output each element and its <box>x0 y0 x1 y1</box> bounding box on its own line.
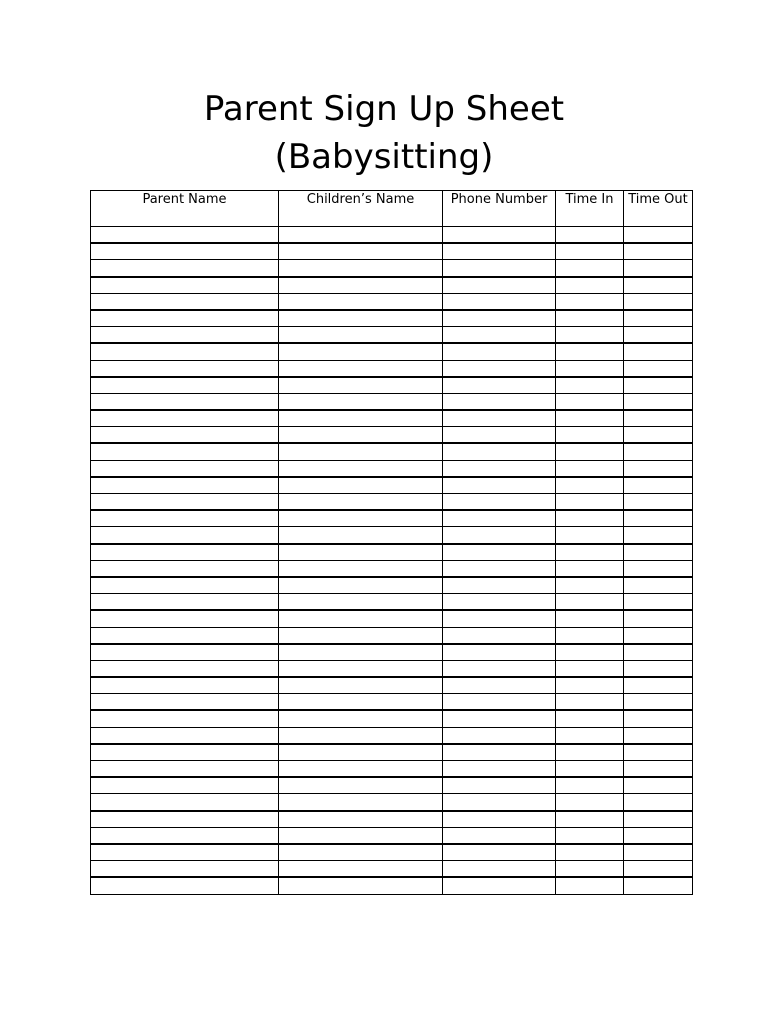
time-out-cell[interactable] <box>624 243 693 260</box>
time-in-cell[interactable] <box>556 827 624 844</box>
parent-name-cell[interactable] <box>91 310 279 327</box>
childrens-name-cell[interactable] <box>279 694 443 711</box>
parent-name-cell[interactable] <box>91 610 279 627</box>
childrens-name-cell[interactable] <box>279 761 443 778</box>
time-out-cell[interactable] <box>624 560 693 577</box>
phone-number-cell[interactable] <box>443 594 556 611</box>
phone-number-cell[interactable] <box>443 343 556 360</box>
parent-name-cell[interactable] <box>91 494 279 511</box>
childrens-name-cell[interactable] <box>279 310 443 327</box>
phone-number-cell[interactable] <box>443 527 556 544</box>
time-out-cell[interactable] <box>624 677 693 694</box>
time-in-cell[interactable] <box>556 744 624 761</box>
phone-number-cell[interactable] <box>443 727 556 744</box>
table-row <box>91 827 693 844</box>
time-in-cell[interactable] <box>556 393 624 410</box>
table-row <box>91 577 693 594</box>
phone-number-cell[interactable] <box>443 544 556 561</box>
phone-number-cell[interactable] <box>443 510 556 527</box>
phone-number-cell[interactable] <box>443 861 556 878</box>
table-row <box>91 377 693 394</box>
table-row <box>91 610 693 627</box>
parent-name-cell[interactable] <box>91 427 279 444</box>
parent-name-cell[interactable] <box>91 393 279 410</box>
time-out-cell[interactable] <box>624 844 693 861</box>
phone-number-cell[interactable] <box>443 677 556 694</box>
childrens-name-cell[interactable] <box>279 510 443 527</box>
phone-number-cell[interactable] <box>443 644 556 661</box>
table-row <box>91 527 693 544</box>
time-in-cell[interactable] <box>556 761 624 778</box>
table-row <box>91 360 693 377</box>
time-out-cell[interactable] <box>624 627 693 644</box>
childrens-name-cell[interactable] <box>279 293 443 310</box>
phone-number-cell[interactable] <box>443 577 556 594</box>
table-body <box>91 227 693 895</box>
phone-number-cell[interactable] <box>443 877 556 894</box>
parent-name-cell[interactable] <box>91 527 279 544</box>
column-header-time-in: Time In <box>556 191 624 227</box>
time-in-cell[interactable] <box>556 660 624 677</box>
table-row <box>91 844 693 861</box>
phone-number-cell[interactable] <box>443 327 556 344</box>
time-in-cell[interactable] <box>556 644 624 661</box>
parent-name-cell[interactable] <box>91 577 279 594</box>
time-in-cell[interactable] <box>556 443 624 460</box>
table-header-row <box>91 191 693 227</box>
table-row <box>91 327 693 344</box>
parent-name-cell[interactable] <box>91 594 279 611</box>
childrens-name-cell[interactable] <box>279 443 443 460</box>
childrens-name-cell[interactable] <box>279 260 443 277</box>
table-row <box>91 794 693 811</box>
parent-name-cell[interactable] <box>91 861 279 878</box>
time-out-cell[interactable] <box>624 544 693 561</box>
table-row <box>91 660 693 677</box>
childrens-name-cell[interactable] <box>279 427 443 444</box>
time-out-cell[interactable] <box>624 460 693 477</box>
parent-name-cell[interactable] <box>91 327 279 344</box>
table-row <box>91 761 693 778</box>
time-in-cell[interactable] <box>556 460 624 477</box>
time-out-cell[interactable] <box>624 427 693 444</box>
phone-number-cell[interactable] <box>443 694 556 711</box>
phone-number-cell[interactable] <box>443 277 556 294</box>
phone-number-cell[interactable] <box>443 377 556 394</box>
time-in-cell[interactable] <box>556 861 624 878</box>
table-row <box>91 227 693 244</box>
time-in-cell[interactable] <box>556 494 624 511</box>
time-in-cell[interactable] <box>556 811 624 828</box>
childrens-name-cell[interactable] <box>279 677 443 694</box>
time-out-cell[interactable] <box>624 761 693 778</box>
childrens-name-cell[interactable] <box>279 360 443 377</box>
time-out-cell[interactable] <box>624 393 693 410</box>
time-out-cell[interactable] <box>624 777 693 794</box>
time-out-cell[interactable] <box>624 277 693 294</box>
childrens-name-cell[interactable] <box>279 660 443 677</box>
column-header-childrens-name: Children’s Name <box>279 191 443 227</box>
childrens-name-cell[interactable] <box>279 794 443 811</box>
time-out-cell[interactable] <box>624 744 693 761</box>
time-out-cell[interactable] <box>624 327 693 344</box>
parent-name-cell[interactable] <box>91 660 279 677</box>
childrens-name-cell[interactable] <box>279 610 443 627</box>
table-row <box>91 260 693 277</box>
table-row <box>91 777 693 794</box>
time-in-cell[interactable] <box>556 243 624 260</box>
time-in-cell[interactable] <box>556 544 624 561</box>
childrens-name-cell[interactable] <box>279 527 443 544</box>
time-out-cell[interactable] <box>624 510 693 527</box>
childrens-name-cell[interactable] <box>279 544 443 561</box>
time-in-cell[interactable] <box>556 560 624 577</box>
time-in-cell[interactable] <box>556 627 624 644</box>
table-row <box>91 877 693 894</box>
time-in-cell[interactable] <box>556 777 624 794</box>
table-row <box>91 393 693 410</box>
phone-number-cell[interactable] <box>443 777 556 794</box>
childrens-name-cell[interactable] <box>279 494 443 511</box>
table-row <box>91 510 693 527</box>
time-in-cell[interactable] <box>556 527 624 544</box>
parent-name-cell[interactable] <box>91 277 279 294</box>
time-out-cell[interactable] <box>624 827 693 844</box>
childrens-name-cell[interactable] <box>279 410 443 427</box>
childrens-name-cell[interactable] <box>279 777 443 794</box>
table-row <box>91 310 693 327</box>
time-in-cell[interactable] <box>556 227 624 244</box>
time-in-cell[interactable] <box>556 577 624 594</box>
time-out-cell[interactable] <box>624 477 693 494</box>
table-row <box>91 293 693 310</box>
sign-up-table <box>90 190 693 895</box>
column-header-parent-name: Parent Name <box>91 191 279 227</box>
table-row <box>91 744 693 761</box>
phone-number-cell[interactable] <box>443 811 556 828</box>
parent-name-cell[interactable] <box>91 260 279 277</box>
parent-name-cell[interactable] <box>91 727 279 744</box>
phone-number-cell[interactable] <box>443 443 556 460</box>
table-row <box>91 477 693 494</box>
time-out-cell[interactable] <box>624 861 693 878</box>
phone-number-cell[interactable] <box>443 393 556 410</box>
table-row <box>91 644 693 661</box>
column-header-phone-number: Phone Number <box>443 191 556 227</box>
phone-number-cell[interactable] <box>443 293 556 310</box>
childrens-name-cell[interactable] <box>279 877 443 894</box>
parent-name-cell[interactable] <box>91 644 279 661</box>
childrens-name-cell[interactable] <box>279 377 443 394</box>
time-in-cell[interactable] <box>556 477 624 494</box>
table-row <box>91 594 693 611</box>
time-out-cell[interactable] <box>624 293 693 310</box>
phone-number-cell[interactable] <box>443 744 556 761</box>
table-row <box>91 277 693 294</box>
time-out-cell[interactable] <box>624 594 693 611</box>
childrens-name-cell[interactable] <box>279 477 443 494</box>
phone-number-cell[interactable] <box>443 310 556 327</box>
parent-name-cell[interactable] <box>91 827 279 844</box>
parent-name-cell[interactable] <box>91 544 279 561</box>
phone-number-cell[interactable] <box>443 410 556 427</box>
parent-name-cell[interactable] <box>91 477 279 494</box>
table-row <box>91 427 693 444</box>
time-out-cell[interactable] <box>624 343 693 360</box>
parent-name-cell[interactable] <box>91 761 279 778</box>
time-out-cell[interactable] <box>624 310 693 327</box>
time-in-cell[interactable] <box>556 310 624 327</box>
childrens-name-cell[interactable] <box>279 644 443 661</box>
time-out-cell[interactable] <box>624 877 693 894</box>
parent-name-cell[interactable] <box>91 744 279 761</box>
phone-number-cell[interactable] <box>443 660 556 677</box>
parent-name-cell[interactable] <box>91 811 279 828</box>
parent-name-cell[interactable] <box>91 377 279 394</box>
phone-number-cell[interactable] <box>443 827 556 844</box>
phone-number-cell[interactable] <box>443 477 556 494</box>
time-in-cell[interactable] <box>556 844 624 861</box>
time-in-cell[interactable] <box>556 343 624 360</box>
phone-number-cell[interactable] <box>443 243 556 260</box>
table-row <box>91 861 693 878</box>
phone-number-cell[interactable] <box>443 227 556 244</box>
time-out-cell[interactable] <box>624 360 693 377</box>
page-title-line-1: Parent Sign Up Sheet <box>203 89 565 129</box>
table-row <box>91 727 693 744</box>
time-in-cell[interactable] <box>556 710 624 727</box>
phone-number-cell[interactable] <box>443 360 556 377</box>
time-out-cell[interactable] <box>624 260 693 277</box>
time-in-cell[interactable] <box>556 260 624 277</box>
table-row <box>91 677 693 694</box>
table-row <box>91 494 693 511</box>
phone-number-cell[interactable] <box>443 794 556 811</box>
phone-number-cell[interactable] <box>443 494 556 511</box>
childrens-name-cell[interactable] <box>279 277 443 294</box>
time-in-cell[interactable] <box>556 293 624 310</box>
phone-number-cell[interactable] <box>443 560 556 577</box>
parent-name-cell[interactable] <box>91 360 279 377</box>
time-in-cell[interactable] <box>556 610 624 627</box>
time-in-cell[interactable] <box>556 510 624 527</box>
childrens-name-cell[interactable] <box>279 460 443 477</box>
time-in-cell[interactable] <box>556 794 624 811</box>
parent-name-cell[interactable] <box>91 227 279 244</box>
childrens-name-cell[interactable] <box>279 744 443 761</box>
time-out-cell[interactable] <box>624 494 693 511</box>
parent-name-cell[interactable] <box>91 794 279 811</box>
childrens-name-cell[interactable] <box>279 243 443 260</box>
childrens-name-cell[interactable] <box>279 627 443 644</box>
time-out-cell[interactable] <box>624 727 693 744</box>
table-row <box>91 710 693 727</box>
time-in-cell[interactable] <box>556 427 624 444</box>
page-title-line-2: (Babysitting) <box>274 137 494 177</box>
parent-name-cell[interactable] <box>91 293 279 310</box>
parent-name-cell[interactable] <box>91 510 279 527</box>
time-out-cell[interactable] <box>624 443 693 460</box>
time-out-cell[interactable] <box>624 610 693 627</box>
time-out-cell[interactable] <box>624 710 693 727</box>
table-row <box>91 811 693 828</box>
table-row <box>91 460 693 477</box>
column-header-time-out: Time Out <box>624 191 693 227</box>
time-in-cell[interactable] <box>556 877 624 894</box>
childrens-name-cell[interactable] <box>279 577 443 594</box>
time-in-cell[interactable] <box>556 327 624 344</box>
time-in-cell[interactable] <box>556 377 624 394</box>
childrens-name-cell[interactable] <box>279 343 443 360</box>
time-out-cell[interactable] <box>624 811 693 828</box>
childrens-name-cell[interactable] <box>279 861 443 878</box>
parent-name-cell[interactable] <box>91 343 279 360</box>
time-in-cell[interactable] <box>556 360 624 377</box>
parent-name-cell[interactable] <box>91 677 279 694</box>
time-in-cell[interactable] <box>556 727 624 744</box>
time-in-cell[interactable] <box>556 410 624 427</box>
table-row <box>91 627 693 644</box>
time-out-cell[interactable] <box>624 227 693 244</box>
phone-number-cell[interactable] <box>443 761 556 778</box>
parent-name-cell[interactable] <box>91 877 279 894</box>
parent-name-cell[interactable] <box>91 694 279 711</box>
childrens-name-cell[interactable] <box>279 594 443 611</box>
parent-name-cell[interactable] <box>91 777 279 794</box>
parent-name-cell[interactable] <box>91 627 279 644</box>
parent-name-cell[interactable] <box>91 460 279 477</box>
childrens-name-cell[interactable] <box>279 844 443 861</box>
phone-number-cell[interactable] <box>443 710 556 727</box>
table-row <box>91 243 693 260</box>
childrens-name-cell[interactable] <box>279 560 443 577</box>
childrens-name-cell[interactable] <box>279 727 443 744</box>
time-in-cell[interactable] <box>556 277 624 294</box>
time-out-cell[interactable] <box>624 694 693 711</box>
parent-name-cell[interactable] <box>91 443 279 460</box>
phone-number-cell[interactable] <box>443 627 556 644</box>
time-out-cell[interactable] <box>624 577 693 594</box>
parent-name-cell[interactable] <box>91 410 279 427</box>
phone-number-cell[interactable] <box>443 844 556 861</box>
table-row <box>91 560 693 577</box>
time-out-cell[interactable] <box>624 410 693 427</box>
childrens-name-cell[interactable] <box>279 811 443 828</box>
time-out-cell[interactable] <box>624 644 693 661</box>
childrens-name-cell[interactable] <box>279 327 443 344</box>
table-row <box>91 694 693 711</box>
table-row <box>91 544 693 561</box>
phone-number-cell[interactable] <box>443 610 556 627</box>
time-in-cell[interactable] <box>556 594 624 611</box>
phone-number-cell[interactable] <box>443 460 556 477</box>
time-out-cell[interactable] <box>624 377 693 394</box>
time-out-cell[interactable] <box>624 527 693 544</box>
childrens-name-cell[interactable] <box>279 393 443 410</box>
parent-name-cell[interactable] <box>91 243 279 260</box>
parent-name-cell[interactable] <box>91 844 279 861</box>
time-out-cell[interactable] <box>624 660 693 677</box>
phone-number-cell[interactable] <box>443 427 556 444</box>
parent-name-cell[interactable] <box>91 560 279 577</box>
parent-name-cell[interactable] <box>91 710 279 727</box>
time-in-cell[interactable] <box>556 694 624 711</box>
childrens-name-cell[interactable] <box>279 227 443 244</box>
table-row <box>91 443 693 460</box>
time-out-cell[interactable] <box>624 794 693 811</box>
time-in-cell[interactable] <box>556 677 624 694</box>
childrens-name-cell[interactable] <box>279 710 443 727</box>
childrens-name-cell[interactable] <box>279 827 443 844</box>
table-row <box>91 410 693 427</box>
table-row <box>91 343 693 360</box>
phone-number-cell[interactable] <box>443 260 556 277</box>
